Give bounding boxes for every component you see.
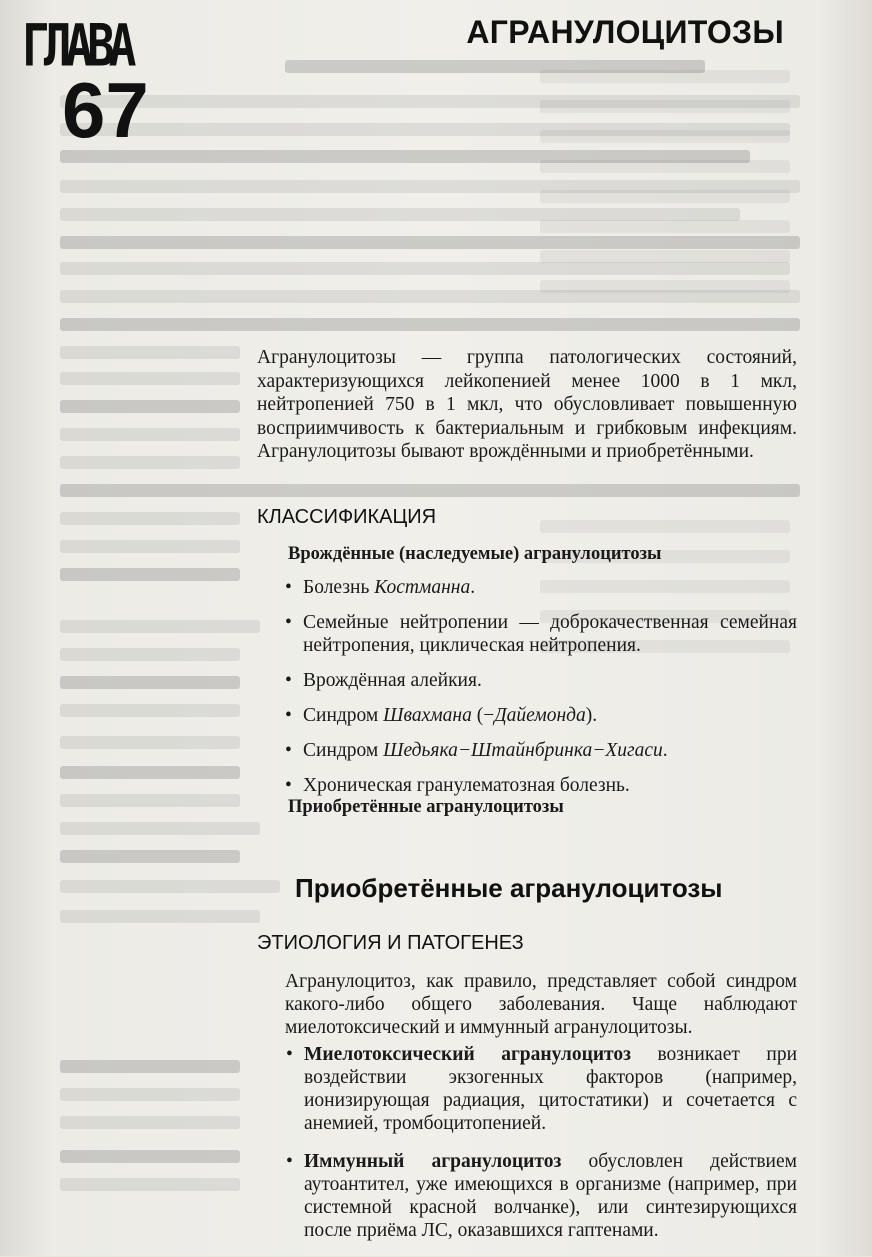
etiology-list: [284, 1043, 797, 1257]
chapter-label: [22, 11, 172, 79]
acquired-subheading: Приобретённые агранулоцитозы: [288, 797, 564, 817]
chapter-word: ГЛАВА: [22, 11, 131, 79]
congenital-list: [283, 576, 797, 809]
etiology-heading: ЭТИОЛОГИЯ И ПАТОГЕНЕЗ: [257, 932, 524, 954]
list-item: • Миелотоксический агранулоцитоз возникает при воздействии экзогенных факторов (например, ионизирующая радиация, цитостатики) и сочетается с анемией, тромбоцитопенией.: [284, 1043, 797, 1135]
list-item: • Иммунный агранулоцитоз обусловлен действием аутоантител, уже имеющихся в организме (например, при системной красной волчанке), или синтезирующихся после приёма ЛС, оказавшихся гаптенами.: [284, 1150, 797, 1242]
list-item: • Хроническая гранулематозная болезнь.: [283, 774, 797, 797]
list-item: • Синдром Швахмана (−Дайемонда).: [283, 704, 797, 727]
acquired-section-heading: Приобретённые агранулоцитозы: [295, 873, 723, 903]
chapter-title: АГРАНУЛОЦИТОЗЫ: [466, 14, 784, 50]
list-item: • Семейные нейтропении — доброкачественная семейная нейтропения, циклическая нейтропения.: [283, 611, 797, 657]
congenital-heading: Врождённые (наследуемые) агранулоцитозы: [288, 544, 662, 564]
list-item: • Синдром Шедьяка−Штайнбринка−Хигаси.: [283, 739, 797, 762]
intro-paragraph: Агранулоцитозы — группа патологических состояний, характеризующихся лейкопенией менее 1000 в 1 мкл, нейтропенией 750 в 1 мкл, что обусловливает повышенную восприимчивость к бактериальным и грибковым инфекциям. Агранулоцитозы бывают врождёнными и приобретёнными.: [257, 347, 797, 462]
list-item: • Болезнь Костманна.: [283, 576, 797, 599]
chapter-number: 67: [62, 66, 149, 154]
classification-heading: КЛАССИФИКАЦИЯ: [257, 506, 437, 528]
etiology-paragraph: Агранулоцитоз, как правило, представляет собой синдром какого-либо общего заболевания. Чаще наблюдают миелотоксический и иммунный агранулоцитозы.: [285, 971, 797, 1038]
list-item: • Врождённая алейкия.: [283, 669, 797, 692]
